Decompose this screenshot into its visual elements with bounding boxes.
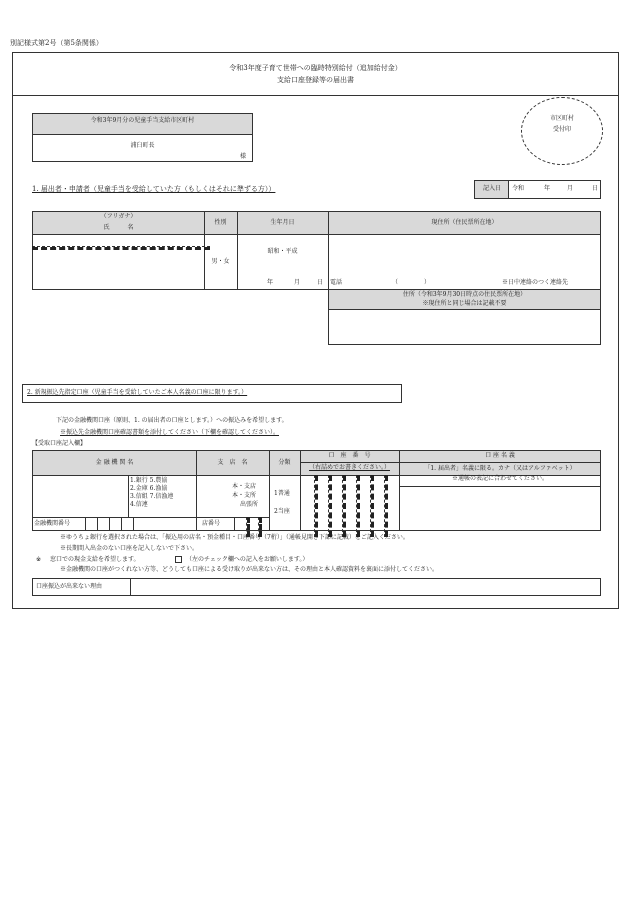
account-subheader: （右詰めでお書きください。） [308, 464, 390, 471]
code-box [133, 517, 134, 531]
municipality-header-text: 令和3年9月分の児童手当支給市区町村 [90, 117, 195, 124]
era-options[interactable]: 昭和・平成 [267, 248, 298, 255]
address-field[interactable] [330, 236, 599, 276]
note-no-account: ※金融機関の口座がつくれない方等、どうしても口座による受け取りが出来ない方は、その理由と本人確認資料を裏面に添付してください。 [60, 566, 439, 573]
stamp-line1: 市区町村 [549, 115, 574, 122]
reason-field[interactable] [132, 580, 599, 594]
bank-code-label: 金融機関番号 [34, 520, 71, 527]
reason-divider [130, 578, 131, 596]
address-label: 現住所（住民票所在地） [431, 219, 498, 226]
entry-date-month[interactable]: 月 [567, 185, 574, 192]
entry-date-day[interactable]: 日 [592, 185, 599, 192]
bank-type-1[interactable]: 1.銀行 5.農協 [130, 477, 168, 484]
account-type-1[interactable]: 1普通 [274, 490, 290, 497]
birth-month-unit: 月 [294, 279, 301, 286]
holder-note-line [399, 486, 601, 487]
bank-type-4[interactable]: 4.信連 [130, 501, 148, 508]
cash-checkbox[interactable] [175, 556, 182, 563]
note-yucho: ※ゆうちょ銀行を選択された場合は、「振込用の店名・預金種目・口座番号（7桁）」（通帳見開き下部に記載）をご記入ください。 [60, 534, 409, 541]
form-subtitle: 支給口座登録等の届出書 [277, 76, 354, 84]
section2-heading: 2. 新規振込先指定口座（児童手当を受給していたご本人名義の口座に限ります。） [27, 389, 248, 396]
gender-value[interactable]: 男・女 [211, 258, 230, 265]
name-label: 氏 名 [103, 224, 134, 231]
account-type-2[interactable]: 2当座 [274, 508, 290, 515]
bank-name-field[interactable] [34, 477, 126, 515]
furigana-label: （フリガナ） [100, 213, 137, 220]
note-dormant: ※長期間入出金のない口座を記入しないで下さい。 [60, 545, 199, 552]
title-divider [12, 95, 619, 96]
prev-address-field[interactable] [330, 312, 599, 343]
section2-line2: ※振込先金融機関口座確認書類を添付してください（下欄を確認してください）。 [60, 429, 280, 436]
honorific: 様 [240, 153, 247, 160]
entry-date-era[interactable]: 令和 [512, 185, 525, 192]
branch-code-label: 店番号 [202, 520, 221, 527]
branch-type-2[interactable]: 本・支所 [232, 492, 257, 499]
bank-name-header: 金 融 機 関 名 [95, 459, 134, 466]
account-entry-bracket: 【受取口座記入欄】 [32, 440, 87, 447]
applicant-header-line [32, 234, 601, 235]
holder-note2: ※通帳の表記に合わせてください。 [451, 475, 548, 482]
form-id: 別記様式第2号（第5条関係） [10, 39, 103, 47]
bank-type-3[interactable]: 3.信組 7.信漁連 [130, 493, 174, 500]
prev-address-label: 住所（令和3年9月30日時点の住民票所在地） [402, 291, 527, 298]
account-header: 口 座 番 号 [328, 452, 371, 459]
phone-paren-open: （ [392, 279, 399, 286]
gender-label: 性別 [214, 219, 227, 226]
type-header: 分類 [278, 459, 291, 466]
name-field[interactable] [34, 248, 202, 288]
form-title: 令和3年度子育て世帯への臨時特別給付（追加給付金） [229, 64, 402, 72]
note-cash-instruction: （左のチェック欄への記入をお願いします。） [186, 556, 309, 563]
holder-header: 口 座 名 義 [485, 452, 515, 459]
bank-code-field[interactable] [86, 518, 132, 530]
prev-address-note: ※現住所と同じ場合は記載不要 [422, 300, 507, 307]
bank-type-2[interactable]: 2.金庫 6.漁協 [130, 485, 168, 492]
holder-note1: 「1. 届出者」名義に限る。カナ（又はアルファベット） [424, 465, 576, 472]
birth-year-unit: 年 [267, 279, 274, 286]
phone-note: ※日中連絡のつく連絡先 [502, 279, 569, 286]
municipality-name: 浦臼町長 [130, 142, 155, 149]
account-number-field[interactable] [302, 477, 398, 529]
birthdate-label: 生年月日 [270, 219, 295, 226]
note-cash-mark: ※ [36, 556, 42, 563]
note-cash: 窓口での現金支給を希望します。 [50, 556, 140, 563]
stamp-line2: 受付印 [552, 126, 571, 133]
birth-day-unit: 日 [317, 279, 324, 286]
phone-label: 電話 [330, 279, 343, 286]
reason-label: 口座振込が出来ない理由 [36, 583, 103, 590]
account-header-split [300, 462, 399, 463]
branch-code-field[interactable] [235, 518, 268, 530]
branch-type-1[interactable]: 本・支店 [232, 483, 257, 490]
section1-heading: 1. 届出者・申請者（児童手当を受給していた方（もしくはそれに準ずる方）） [32, 185, 276, 193]
bank-type-line [128, 475, 129, 517]
phone-paren-close: ） [424, 279, 431, 286]
account-holder-field[interactable] [401, 488, 599, 529]
entry-date-year[interactable]: 年 [544, 185, 551, 192]
branch-header: 支 店 名 [217, 459, 248, 466]
entry-date-label: 記入日 [482, 185, 501, 192]
furigana-field[interactable] [34, 236, 202, 245]
section2-line1: 下記の金融機関口座（原則、1. の届出者の口座とします。）への振込みを希望します。 [56, 417, 288, 424]
holder-header-split [399, 462, 601, 463]
branch-type-3[interactable]: 出張所 [240, 501, 259, 508]
